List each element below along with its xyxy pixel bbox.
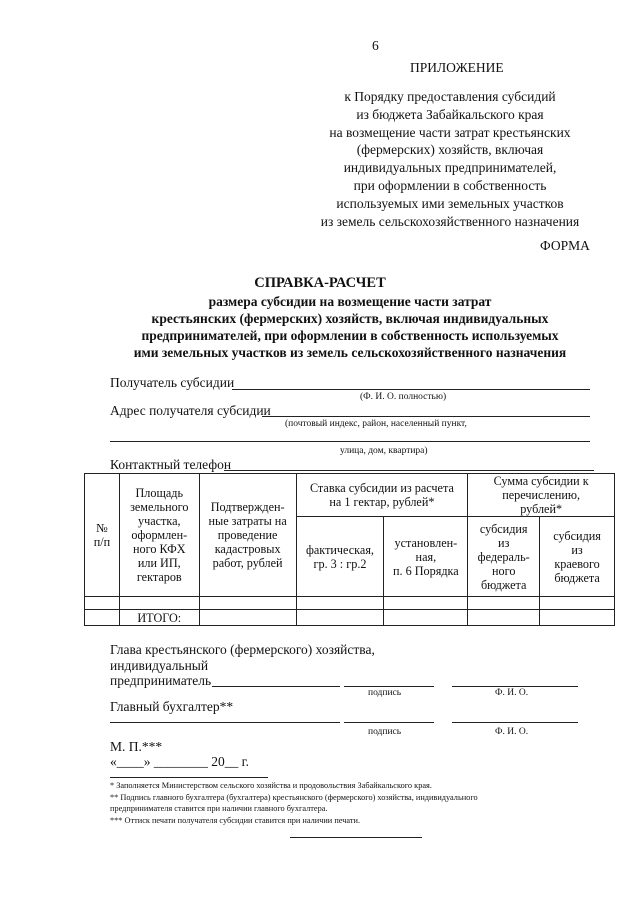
head-sign-line[interactable] xyxy=(344,686,434,687)
table-cell[interactable] xyxy=(296,597,384,610)
footnote-separator xyxy=(110,777,268,778)
stamp-label: М. П.*** xyxy=(110,739,163,754)
address-hint-2: улица, дом, квартира) xyxy=(340,446,428,456)
phone-label: Контактный телефон xyxy=(110,457,232,472)
address-label: Адрес получателя субсидии xyxy=(110,403,271,418)
subtitle-line: ими земельных участков из земель сельскохозяйственного назначения xyxy=(133,345,567,360)
appendix-line: при оформлении в собственность xyxy=(353,177,547,193)
document-title: СПРАВКА-РАСЧЕТ xyxy=(254,275,386,291)
appendix-line: из бюджета Забайкальского края xyxy=(356,106,544,122)
head-line-a[interactable] xyxy=(212,686,340,687)
address-line[interactable] xyxy=(262,416,590,417)
col-number-header: № п/п xyxy=(85,474,120,597)
table-cell[interactable] xyxy=(468,597,540,610)
subtitle-line: крестьянских (фермерских) хозяйств, включая индивидуальных xyxy=(151,311,549,326)
table-cell[interactable] xyxy=(199,610,296,626)
footnote-2: ** Подпись главного бухгалтера (бухгалтера) крестьянского (фермерского) хозяйства, индивидуального xyxy=(110,792,478,802)
calculation-table xyxy=(84,473,615,626)
table-cell[interactable] xyxy=(540,597,615,610)
head-title-line1: Глава крестьянского (фермерского) хозяйства, xyxy=(110,642,375,657)
appendix-line: из земель сельскохозяйственного назначения xyxy=(320,213,580,229)
table-cell[interactable] xyxy=(85,597,120,610)
appendix-block xyxy=(300,88,600,230)
end-separator xyxy=(290,837,422,838)
col-rate-set-header: установлен- ная, п. 6 Порядка xyxy=(384,517,468,597)
col-area-header: Площадь земельного участка, оформлен- ного КФХ или ИП, гектаров xyxy=(119,474,199,597)
total-label: ИТОГО: xyxy=(119,610,199,626)
table-cell[interactable] xyxy=(199,597,296,610)
table-cell[interactable] xyxy=(540,610,615,626)
form-label: ФОРМА xyxy=(540,238,590,253)
accountant-label: Главный бухгалтер** xyxy=(110,699,234,714)
appendix-line: к Порядку предоставления субсидий xyxy=(344,89,556,104)
accountant-name-line[interactable] xyxy=(452,722,578,723)
appendix-line: используемых ими земельных участков xyxy=(336,195,564,211)
table-cell[interactable] xyxy=(119,597,199,610)
table-cell[interactable] xyxy=(468,610,540,626)
footnote-3: *** Оттиск печати получателя субсидии ставится при наличии печати. xyxy=(110,815,361,825)
address-hint: (почтовый индекс, район, населенный пункт, xyxy=(285,419,467,429)
table-cell[interactable] xyxy=(384,610,468,626)
appendix-line: (фермерских) хозяйств, включая xyxy=(356,142,544,158)
page-number: 6 xyxy=(372,38,379,53)
footnote-2-cont: предпринимателя ставится при наличии главного бухгалтера. xyxy=(110,804,328,813)
col-sum-reg-header: субсидия из краевого бюджета xyxy=(540,517,615,597)
table-cell[interactable] xyxy=(296,610,384,626)
table-cell[interactable] xyxy=(85,610,120,626)
table-cell[interactable] xyxy=(384,597,468,610)
accountant-line-a[interactable] xyxy=(110,722,340,723)
appendix-line: индивидуальных предпринимателей, xyxy=(343,160,557,176)
col-costs-header: Подтвержден- ные затраты на проведение кадастровых работ, рублей xyxy=(199,474,296,597)
recipient-hint: (Ф. И. О. полностью) xyxy=(360,392,447,402)
subtitle-line: предпринимателей, при оформлении в собственность используемых xyxy=(141,328,559,343)
head-title-line3: предприниматель xyxy=(110,673,212,688)
recipient-label: Получатель субсидии xyxy=(110,375,235,390)
col-sum-fed-header: субсидия из федераль- ного бюджета xyxy=(468,517,540,597)
head-title-line2: индивидуальный xyxy=(110,658,209,673)
col-rate-actual-header: фактическая, гр. 3 : гр.2 xyxy=(296,517,384,597)
appendix-line: на возмещение части затрат крестьянских xyxy=(329,124,571,140)
document-subtitle xyxy=(90,293,610,361)
accountant-sign-line[interactable] xyxy=(344,722,434,723)
name-hint-2: Ф. И. О. xyxy=(495,727,529,737)
sign-hint-2: подпись xyxy=(368,727,402,737)
head-name-line[interactable] xyxy=(452,686,578,687)
subtitle-line: размера субсидии на возмещение части затрат xyxy=(208,294,492,309)
name-hint: Ф. И. О. xyxy=(495,688,529,698)
sign-hint: подпись xyxy=(368,688,402,698)
recipient-line[interactable] xyxy=(232,389,590,390)
phone-line[interactable] xyxy=(224,470,594,471)
footnotes xyxy=(110,780,580,826)
col-rate-header: Ставка субсидии из расчета на 1 гектар, рублей* xyxy=(296,474,468,517)
date-line[interactable]: «____» ________ 20__ г. xyxy=(110,754,250,769)
address-line-2[interactable] xyxy=(110,441,590,442)
col-sum-header: Сумма субсидии к перечислению, рублей* xyxy=(468,474,615,517)
footnote-1: * Заполняется Министерством сельского хозяйства и продовольствия Забайкальского края. xyxy=(110,781,432,790)
